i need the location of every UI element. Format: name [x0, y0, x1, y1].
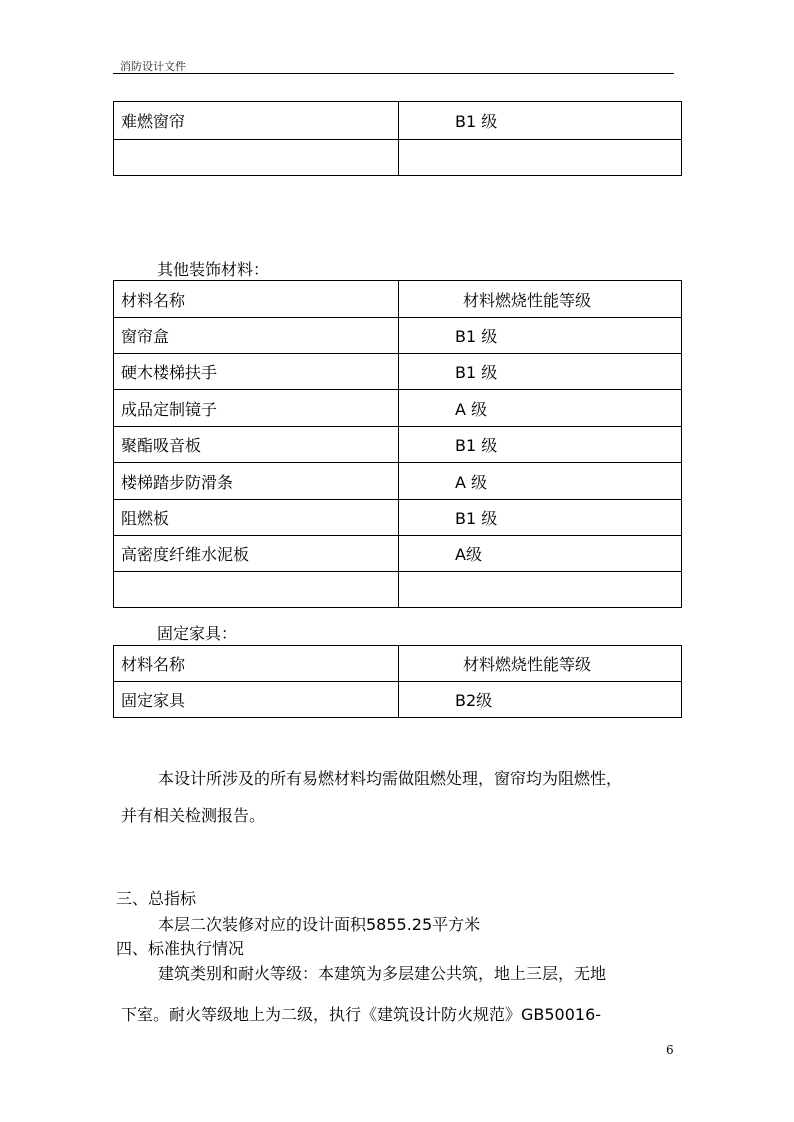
material-name-cell: [114, 140, 399, 176]
other-materials-label: 其他装饰材料：: [157, 260, 270, 279]
table-row: [114, 318, 682, 354]
material-name-cell: 固定家具: [114, 682, 399, 718]
fire-grade-cell: B1 级: [399, 500, 682, 536]
table-header-row: [114, 646, 682, 682]
fire-grade-cell: [399, 572, 682, 608]
fire-grade-cell: B2级: [399, 682, 682, 718]
table-row: [114, 463, 682, 500]
material-name-cell: 硬木楼梯扶手: [114, 354, 399, 390]
section4-line1: 建筑类别和耐火等级：本建筑为多层建公共筑，地上三层，无地: [158, 964, 607, 983]
table-row: [114, 390, 682, 427]
fire-retardant-paragraph-line2: 并有相关检测报告。: [121, 806, 266, 825]
fixed-furniture-label: 固定家具：: [157, 624, 238, 643]
fire-grade-cell: B1 级: [399, 102, 682, 140]
table-header-row: [114, 281, 682, 318]
column-header-fire-grade: 材料燃烧性能等级: [399, 646, 682, 682]
fire-grade-cell: B1 级: [399, 427, 682, 463]
table-row: [114, 140, 682, 176]
header-rule: [113, 73, 674, 74]
fire-grade-cell: A 级: [399, 390, 682, 427]
table-row: [114, 354, 682, 390]
fire-grade-cell: A 级: [399, 463, 682, 500]
material-name-cell: 阻燃板: [114, 500, 399, 536]
fixed-furniture-table: [113, 645, 682, 718]
material-name-cell: 聚酯吸音板: [114, 427, 399, 463]
table-row: [114, 102, 682, 140]
column-header-material-name: 材料名称: [114, 281, 399, 318]
column-header-material-name: 材料名称: [114, 646, 399, 682]
material-name-cell: [114, 572, 399, 608]
material-name-cell: 难燃窗帘: [114, 102, 399, 140]
section4-title: 四、标准执行情况: [116, 939, 245, 958]
curtain-table: [113, 101, 682, 176]
table-row: [114, 536, 682, 572]
header-title: 消防设计文件: [120, 60, 186, 73]
table-row: [114, 500, 682, 536]
page-number: 6: [666, 1043, 674, 1057]
table-row: [114, 682, 682, 718]
section4-line2: 下室。耐火等级地上为二级，执行《建筑设计防火规范》GB50016-: [121, 1005, 602, 1024]
material-name-cell: 成品定制镜子: [114, 390, 399, 427]
fire-grade-cell: A级: [399, 536, 682, 572]
fire-retardant-paragraph-line1: 本设计所涉及的所有易燃材料均需做阻燃处理，窗帘均为阻燃性，: [158, 769, 623, 788]
table-row: [114, 427, 682, 463]
column-header-fire-grade: 材料燃烧性能等级: [399, 281, 682, 318]
fire-grade-cell: [399, 140, 682, 176]
table-row: [114, 572, 682, 608]
section3-title: 三、总指标: [116, 889, 197, 908]
fire-grade-cell: B1 级: [399, 318, 682, 354]
material-name-cell: 楼梯踏步防滑条: [114, 463, 399, 500]
material-name-cell: 窗帘盒: [114, 318, 399, 354]
fire-grade-cell: B1 级: [399, 354, 682, 390]
other-materials-table: [113, 280, 682, 608]
material-name-cell: 高密度纤维水泥板: [114, 536, 399, 572]
section3-text: 本层二次装修对应的设计面积5855.25平方米: [158, 915, 481, 934]
